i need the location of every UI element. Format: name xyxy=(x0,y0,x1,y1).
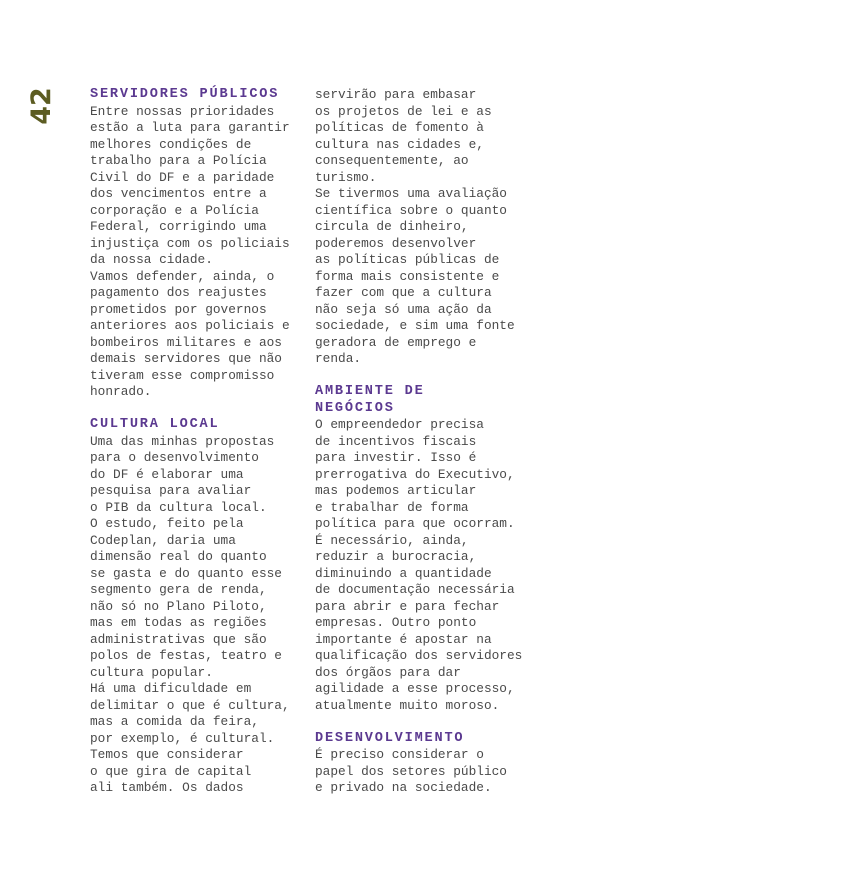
heading-servidores-publicos: SERVIDORES PÚBLICOS xyxy=(90,87,280,102)
paragraph: Uma das minhas propostas para o desenvolvimento do DF é elaborar uma pesquisa para avaliar o PIB da cultura local. xyxy=(90,433,275,515)
paragraph: O estudo, feito pela Codeplan, daria uma dimensão real do quanto se gasta e do quanto esse segmento gera de renda, não só no Plano Piloto, mas em todas as regiões administrativas que são polos de festas, teatro e cultura popular. xyxy=(90,516,282,680)
paragraph: Vamos defender, ainda, o pagamento dos reajustes prometidos por governos anteriores aos policiais e bombeiros militares e aos demais servidores que não tiveram esse compromisso honrado. xyxy=(90,268,290,399)
paragraph: Entre nossas prioridades estão a luta para garantir melhores condições de trabalho para a Polícia Civil do DF e a paridade dos vencimentos entre a corporação e a Polícia Federal, corrigindo uma injustiça com os policiais da nossa cidade. xyxy=(90,103,290,267)
heading-ambiente-de-negocios: AMBIENTE DE NEGÓCIOS xyxy=(315,384,425,416)
heading-desenvolvimento: DESENVOLVIMENTO xyxy=(315,730,465,746)
paragraph: O empreendedor precisa de incentivos fiscais para investir. Isso é prerrogativa do Executivo, mas podemos articular e trabalhar de forma política para que ocorram. É necessário, ainda, reduzir a burocracia, diminuindo a quantidade de documentação necessária para abrir e para fechar empresas. Outro ponto importante é apostar na qualificação dos servidores dos órgãos para dar agilidade a esse processo, atualmente muito moroso. xyxy=(315,417,523,713)
column-1 xyxy=(90,87,315,797)
paragraph: Se tivermos uma avaliação científica sobre o quanto circula de dinheiro, poderemos desenvolver as políticas públicas de forma mais consistente e fazer com que a cultura não seja só uma ação da sociedade, e sim uma fonte geradora de emprego e renda. xyxy=(315,186,515,366)
paragraph: Há uma dificuldade em delimitar o que é cultura, mas a comida da feira, por exemplo, é cultural. Temos que considerar o que gira de capital ali também. Os dados xyxy=(90,681,290,795)
paragraph: É preciso considerar o papel dos setores público e privado na sociedade. xyxy=(315,747,507,795)
column-2 xyxy=(315,87,540,797)
paragraph: servirão para embasar os projetos de lei e as políticas de fomento à cultura nas cidades e, consequentemente, ao turismo. xyxy=(315,87,492,185)
heading-cultura-local: CULTURA LOCAL xyxy=(90,417,220,432)
page-number: 42 xyxy=(26,87,57,125)
